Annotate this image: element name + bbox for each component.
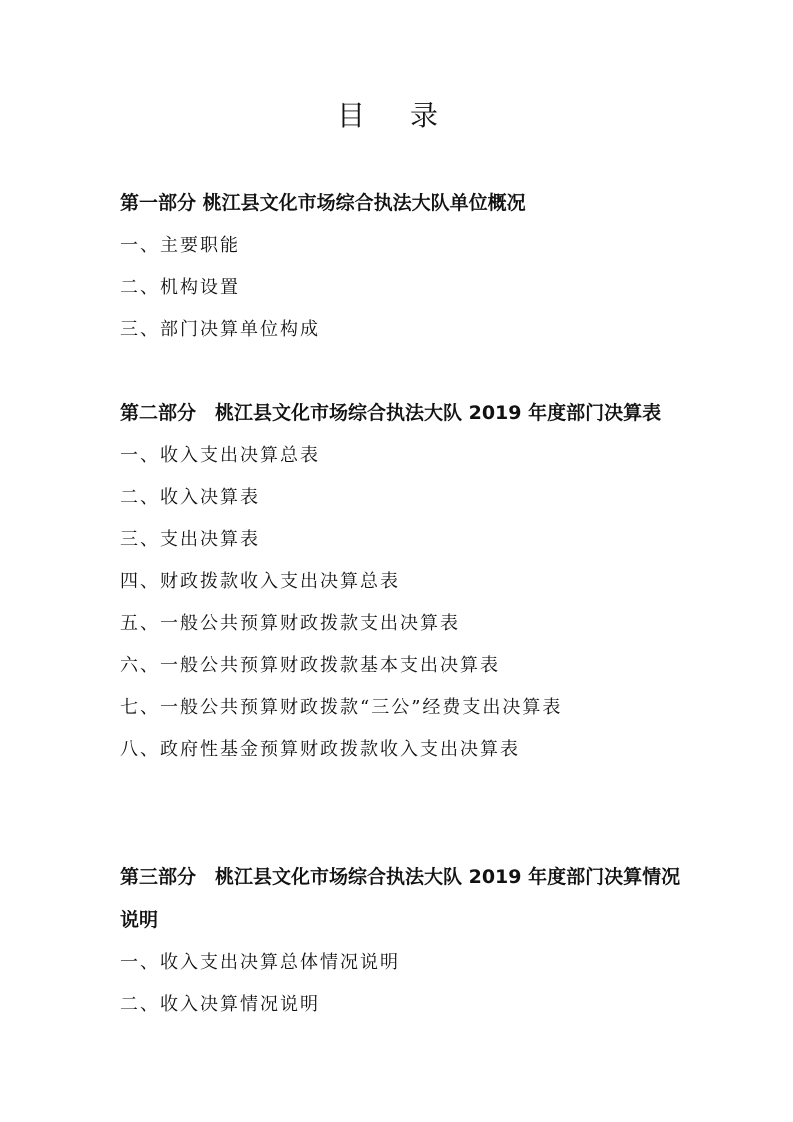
part-one-list <box>120 225 690 351</box>
part-two-heading: 第二部分 桃江县文化市场综合执法大队 2019 年度部门决算表 <box>120 402 662 424</box>
list-item: 二、机构设置 <box>120 277 240 298</box>
part-two-section <box>120 392 690 771</box>
list-item: 三、支出决算表 <box>120 529 260 550</box>
part-one-section <box>120 182 690 351</box>
list-item: 八、政府性基金预算财政拨款收入支出决算表 <box>120 739 520 760</box>
list-item: 五、一般公共预算财政拨款支出决算表 <box>120 613 460 634</box>
list-item: 四、财政拨款收入支出决算总表 <box>120 571 400 592</box>
list-item: 三、部门决算单位构成 <box>120 319 320 340</box>
list-item: 七、一般公共预算财政拨款“三公”经费支出决算表 <box>120 697 563 718</box>
part-one-heading: 第一部分 桃江县文化市场综合执法大队单位概况 <box>120 192 526 214</box>
part-three-heading: 第三部分 桃江县文化市场综合执法大队 2019 年度部门决算情况说明 <box>120 866 681 931</box>
list-item: 六、一般公共预算财政拨款基本支出决算表 <box>120 655 500 676</box>
list-item: 二、收入决算情况说明 <box>120 994 320 1015</box>
part-three-section <box>120 856 690 1026</box>
page-title: 目 录 <box>337 99 456 132</box>
list-item: 二、收入决算表 <box>120 487 260 508</box>
part-three-list <box>120 942 690 1026</box>
list-item: 一、收入支出决算总体情况说明 <box>120 952 400 973</box>
list-item: 一、主要职能 <box>120 235 240 256</box>
list-item: 一、收入支出决算总表 <box>120 445 320 466</box>
part-two-list <box>120 435 690 771</box>
